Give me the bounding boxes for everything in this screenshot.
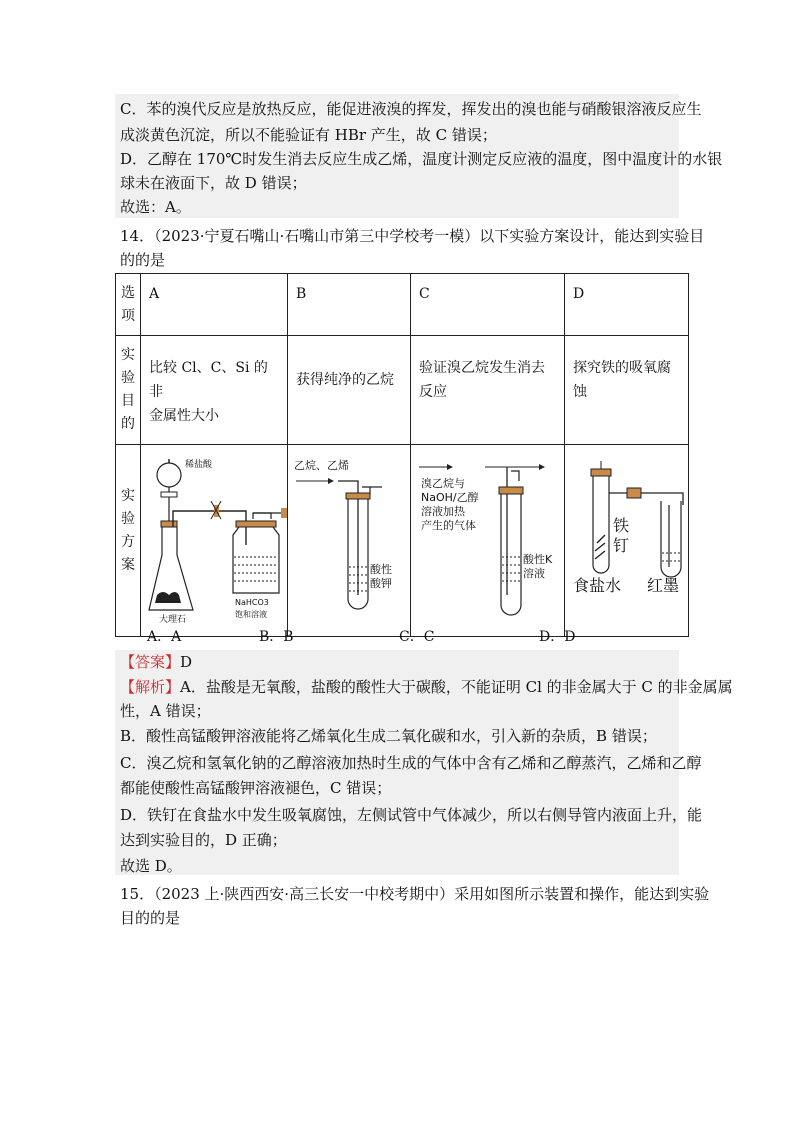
label-permanganate: 酸钾	[370, 577, 392, 590]
label-gas-source-3: 溶液加热	[421, 505, 465, 518]
purpose-a: 比较 Cl、C、Si 的非 金属性大小	[141, 336, 288, 445]
choice-d[interactable]: D．D	[539, 629, 576, 645]
purpose-d: 探究铁的吸氧腐 蚀	[565, 336, 689, 445]
answer-tag: 【答案】	[120, 653, 181, 671]
scheme-b	[288, 445, 411, 637]
scheme-a	[141, 445, 288, 637]
apparatus-b-diagram	[288, 445, 410, 628]
analysis-tag: 【解析】	[120, 678, 181, 696]
analysis-d-line2: 达到实验目的，D 正确；	[120, 831, 287, 849]
prev-conclusion: 故选：A。	[120, 198, 191, 216]
purpose-b: 获得纯净的乙烷	[288, 336, 411, 445]
q15-stem-line2: 目的的是	[120, 909, 181, 927]
label-nail: 钉	[613, 536, 630, 555]
q14-stem-line1: 14．（2023·宁夏石嘴山·石嘴山市第三中学校考一模）以下实验方案设计，能达到实验目	[120, 227, 705, 245]
option-header-b: B	[288, 274, 411, 336]
label-gas-source-4: 产生的气体	[421, 519, 476, 532]
choice-a[interactable]: A．A	[147, 629, 182, 645]
label-brine: 食盐水	[573, 576, 622, 595]
label-saturated-solution: 饱和溶液	[235, 610, 267, 619]
answer-value: D	[180, 653, 193, 671]
scheme-d	[565, 445, 689, 637]
label-gas-mixture: 乙烷、乙烯	[294, 459, 349, 472]
row-label-purpose: 实 验 目 的	[116, 336, 141, 445]
row-label-scheme: 实 验 方 案	[116, 445, 141, 637]
label-funnel-acid: 稀盐酸	[185, 460, 213, 470]
q14-stem-line2: 的的是	[120, 251, 166, 269]
option-header-a: A	[141, 274, 288, 336]
label-gas-source-2: NaOH/乙醇	[421, 491, 479, 504]
analysis-b-line: B．酸性高锰酸钾溶液能将乙烯氧化生成二氧化碳和水，引入新的杂质，B 错误；	[120, 727, 657, 745]
apparatus-a-diagram	[141, 445, 287, 628]
apparatus-d-diagram	[565, 445, 688, 628]
analysis-a-line1: 【解析】A．盐酸是无氧酸，盐酸的酸性大于碳酸，不能证明 Cl 的非金属大于 C 的非金属属	[120, 678, 733, 696]
analysis-d-line1: D．铁钉在食盐水中发生吸氧腐蚀，左侧试管中气体减少，所以右侧导管内液面上升，能	[120, 806, 703, 824]
label-red-ink: 红墨	[647, 576, 680, 595]
answer-line	[120, 652, 192, 672]
label-iron: 铁	[613, 516, 630, 535]
prev-d-line2: 球未在液面下，故 D 错误；	[120, 174, 307, 192]
row-label-option: 选 项	[116, 274, 141, 336]
option-header-d: D	[565, 274, 689, 336]
prev-c-line2: 成淡黄色沉淀，所以不能验证有 HBr 产生，故 C 错误；	[120, 126, 497, 144]
analysis-conclusion: 故选 D。	[120, 857, 182, 875]
label-solution: 溶液	[523, 567, 545, 580]
label-marble: 大理石	[159, 615, 187, 625]
analysis-c-line2: 都能使酸性高锰酸钾溶液褪色，C 错误；	[120, 779, 392, 797]
q14-options-table	[115, 273, 689, 637]
option-header-c: C	[411, 274, 565, 336]
label-acidic-k: 酸性K	[523, 553, 553, 566]
label-acidic: 酸性	[370, 563, 392, 576]
choice-c[interactable]: C．C	[399, 629, 435, 645]
analysis-c-line1: C．溴乙烷和氢氧化钠的乙醇溶液加热时生成的气体中含有乙烯和乙醇蒸汽，乙烯和乙醇	[120, 754, 702, 772]
q15-stem-line1: 15．（2023 上·陕西西安·高三长安一中校考期中）采用如图所示装置和操作，能达到实验	[120, 885, 710, 903]
analysis-a-line2: 性，A 错误；	[120, 702, 211, 720]
choice-b[interactable]: B．B	[259, 629, 294, 645]
label-gas-source-1: 溴乙烷与	[421, 477, 465, 490]
label-nahco3: NaHCO3	[235, 598, 269, 607]
scheme-c	[411, 445, 565, 637]
prev-c-line1: C．苯的溴代反应是放热反应，能促进液溴的挥发，挥发出的溴也能与硝酸银溶液反应生	[120, 100, 702, 118]
purpose-c: 验证溴乙烷发生消去 反应	[411, 336, 565, 445]
apparatus-c-diagram	[411, 445, 564, 628]
prev-d-line1: D．乙醇在 170℃时发生消去反应生成乙烯，温度计测定反应液的温度，图中温度计的水银	[120, 150, 723, 168]
